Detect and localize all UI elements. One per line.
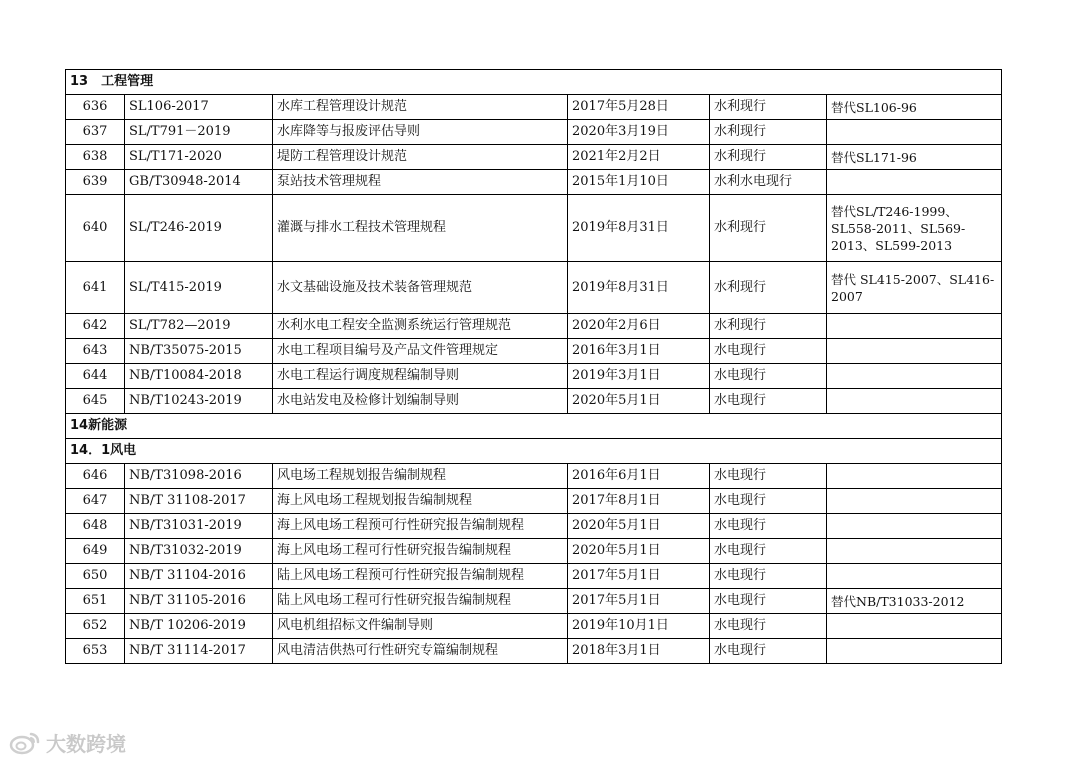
- cell-no: 645: [66, 389, 125, 414]
- cell-date: 2020年5月1日: [568, 389, 710, 414]
- cell-code: NB/T 31105-2016: [125, 589, 273, 614]
- cell-code: SL/T246-2019: [125, 195, 273, 262]
- cell-no: 648: [66, 514, 125, 539]
- cell-code: SL/T782—2019: [125, 314, 273, 339]
- table-row: [66, 170, 1002, 195]
- table-row: [66, 120, 1002, 145]
- table-row: [66, 339, 1002, 364]
- table-row: [66, 514, 1002, 539]
- cell-status: 水电现行: [710, 339, 827, 364]
- cell-date: 2019年3月1日: [568, 364, 710, 389]
- table-row: [66, 195, 1002, 262]
- cell-date: 2019年8月31日: [568, 195, 710, 262]
- standards-table: [65, 69, 1002, 664]
- section-header-row: [66, 439, 1002, 464]
- cell-status: 水电现行: [710, 489, 827, 514]
- cell-name: 风电机组招标文件编制导则: [273, 614, 568, 639]
- table-row: [66, 564, 1002, 589]
- section-header-row: [66, 414, 1002, 439]
- cell-status: 水利现行: [710, 95, 827, 120]
- watermark: [8, 728, 126, 757]
- cell-date: 2021年2月2日: [568, 145, 710, 170]
- cell-date: 2015年1月10日: [568, 170, 710, 195]
- cell-name: 水电工程项目编号及产品文件管理规定: [273, 339, 568, 364]
- cell-no: 644: [66, 364, 125, 389]
- cell-code: NB/T31032-2019: [125, 539, 273, 564]
- cell-name: 水电工程运行调度规程编制导则: [273, 364, 568, 389]
- cell-code: SL/T791－2019: [125, 120, 273, 145]
- cell-date: 2019年10月1日: [568, 614, 710, 639]
- table-row: [66, 614, 1002, 639]
- table-row: [66, 145, 1002, 170]
- section-title: 13 工程管理: [66, 70, 1002, 95]
- cell-status: 水电现行: [710, 639, 827, 664]
- cell-no: 653: [66, 639, 125, 664]
- cell-no: 639: [66, 170, 125, 195]
- cell-note: [827, 170, 1002, 195]
- cell-status: 水电现行: [710, 589, 827, 614]
- table-row: [66, 314, 1002, 339]
- cell-code: NB/T 31108-2017: [125, 489, 273, 514]
- table-row: [66, 489, 1002, 514]
- cell-name: 陆上风电场工程可行性研究报告编制规程: [273, 589, 568, 614]
- table-row: [66, 539, 1002, 564]
- cell-no: 642: [66, 314, 125, 339]
- cell-status: 水利现行: [710, 120, 827, 145]
- cell-status: 水利现行: [710, 262, 827, 314]
- table-row: [66, 364, 1002, 389]
- cell-note: [827, 314, 1002, 339]
- cell-status: 水电现行: [710, 389, 827, 414]
- cell-no: 651: [66, 589, 125, 614]
- cell-name: 灌溉与排水工程技术管理规程: [273, 195, 568, 262]
- cell-no: 643: [66, 339, 125, 364]
- cell-status: 水电现行: [710, 514, 827, 539]
- cell-code: SL/T415-2019: [125, 262, 273, 314]
- cell-date: 2020年3月19日: [568, 120, 710, 145]
- cell-no: 647: [66, 489, 125, 514]
- cell-status: 水电现行: [710, 539, 827, 564]
- table-row: [66, 389, 1002, 414]
- cell-date: 2017年5月1日: [568, 564, 710, 589]
- cell-status: 水电现行: [710, 614, 827, 639]
- cell-note: [827, 514, 1002, 539]
- table-row: [66, 589, 1002, 614]
- cell-date: 2017年5月1日: [568, 589, 710, 614]
- cell-name: 海上风电场工程可行性研究报告编制规程: [273, 539, 568, 564]
- cell-note: [827, 120, 1002, 145]
- cell-code: GB/T30948-2014: [125, 170, 273, 195]
- cell-name: 风电场工程规划报告编制规程: [273, 464, 568, 489]
- cell-note: [827, 539, 1002, 564]
- cell-status: 水电现行: [710, 564, 827, 589]
- table-row: [66, 464, 1002, 489]
- cell-date: 2019年8月31日: [568, 262, 710, 314]
- cell-name: 海上风电场工程预可行性研究报告编制规程: [273, 514, 568, 539]
- cell-status: 水利现行: [710, 314, 827, 339]
- cell-no: 646: [66, 464, 125, 489]
- cell-name: 水库工程管理设计规范: [273, 95, 568, 120]
- cell-code: NB/T31031-2019: [125, 514, 273, 539]
- cell-note: [827, 639, 1002, 664]
- cell-code: NB/T10243-2019: [125, 389, 273, 414]
- section-title: 14新能源: [66, 414, 1002, 439]
- cell-code: NB/T10084-2018: [125, 364, 273, 389]
- cell-name: 海上风电场工程规划报告编制规程: [273, 489, 568, 514]
- cell-note: [827, 614, 1002, 639]
- cell-note: 替代SL/T246-1999、SL558-2011、SL569-2013、SL599-2013: [827, 195, 1002, 262]
- cell-code: NB/T 31104-2016: [125, 564, 273, 589]
- watermark-text: 大数跨境: [46, 732, 126, 756]
- cell-status: 水利现行: [710, 145, 827, 170]
- cell-no: 636: [66, 95, 125, 120]
- cell-no: 637: [66, 120, 125, 145]
- cell-note: [827, 464, 1002, 489]
- cell-no: 652: [66, 614, 125, 639]
- table-row: [66, 95, 1002, 120]
- cell-date: 2017年8月1日: [568, 489, 710, 514]
- cell-note: [827, 339, 1002, 364]
- cell-status: 水电现行: [710, 464, 827, 489]
- cell-date: 2017年5月28日: [568, 95, 710, 120]
- cell-note: 替代SL106-96: [827, 95, 1002, 120]
- cell-note: 替代SL171-96: [827, 145, 1002, 170]
- cell-note: [827, 364, 1002, 389]
- cell-code: NB/T 31114-2017: [125, 639, 273, 664]
- cell-code: SL/T171-2020: [125, 145, 273, 170]
- cell-name: 水文基础设施及技术装备管理规范: [273, 262, 568, 314]
- cell-date: 2018年3月1日: [568, 639, 710, 664]
- cell-date: 2016年3月1日: [568, 339, 710, 364]
- table-row: [66, 639, 1002, 664]
- cell-status: 水电现行: [710, 364, 827, 389]
- cell-status: 水利现行: [710, 195, 827, 262]
- cell-name: 水库降等与报废评估导则: [273, 120, 568, 145]
- cell-name: 堤防工程管理设计规范: [273, 145, 568, 170]
- table-row: [66, 262, 1002, 314]
- cell-date: 2016年6月1日: [568, 464, 710, 489]
- cell-code: NB/T31098-2016: [125, 464, 273, 489]
- cell-no: 650: [66, 564, 125, 589]
- cell-name: 风电清洁供热可行性研究专篇编制规程: [273, 639, 568, 664]
- cell-date: 2020年5月1日: [568, 539, 710, 564]
- cell-code: NB/T35075-2015: [125, 339, 273, 364]
- cell-date: 2020年5月1日: [568, 514, 710, 539]
- cell-no: 638: [66, 145, 125, 170]
- cell-note: 替代 SL415-2007、SL416-2007: [827, 262, 1002, 314]
- cell-note: [827, 564, 1002, 589]
- cell-code: NB/T 10206-2019: [125, 614, 273, 639]
- cell-name: 泵站技术管理规程: [273, 170, 568, 195]
- cell-name: 水电站发电及检修计划编制导则: [273, 389, 568, 414]
- cell-status: 水利水电现行: [710, 170, 827, 195]
- section-header-row: [66, 70, 1002, 95]
- cell-name: 陆上风电场工程预可行性研究报告编制规程: [273, 564, 568, 589]
- cell-note: [827, 389, 1002, 414]
- cell-note: 替代NB/T31033-2012: [827, 589, 1002, 614]
- cell-code: SL106-2017: [125, 95, 273, 120]
- cell-date: 2020年2月6日: [568, 314, 710, 339]
- cell-note: [827, 489, 1002, 514]
- cell-no: 641: [66, 262, 125, 314]
- cell-name: 水利水电工程安全监测系统运行管理规范: [273, 314, 568, 339]
- weibo-logo-icon: [8, 730, 42, 756]
- cell-no: 649: [66, 539, 125, 564]
- cell-no: 640: [66, 195, 125, 262]
- section-title: 14．1风电: [66, 439, 1002, 464]
